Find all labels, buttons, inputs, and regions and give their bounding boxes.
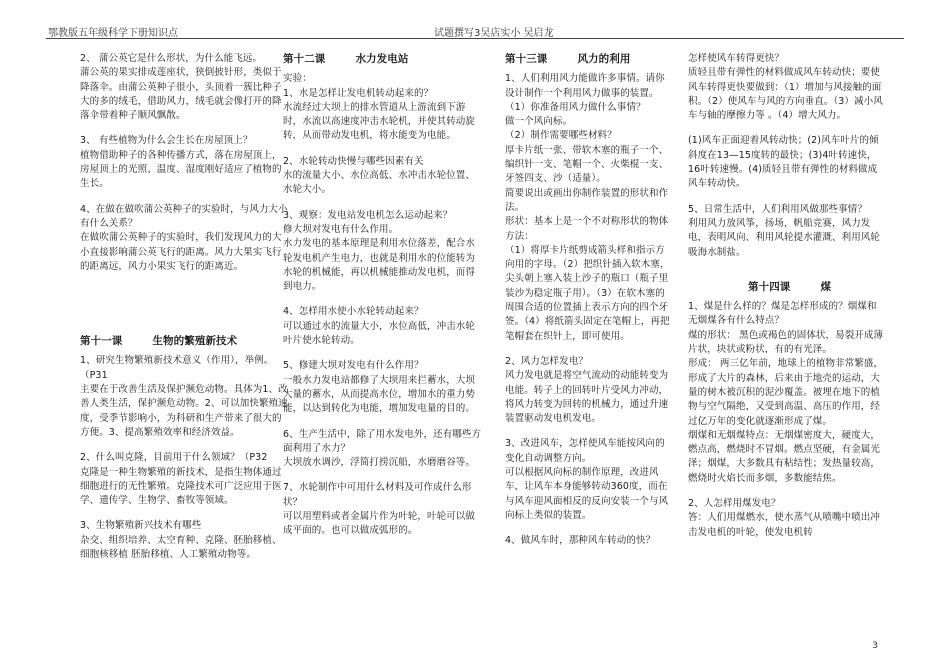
paragraph: 6、生产生活中，除了用水发电外，还有哪些方面利用了水力？ 大坝放水调沙，浮简打捞沉船，水磨磨谷等。 <box>283 428 482 469</box>
paragraph: 3、生物繁殖新兴技术有哪些 杂交、组织培养、太空育种、克隆、胚胎移植、细胞核移植 胚胎移植、人工繁殖动物等。 <box>80 520 282 561</box>
header-rule <box>46 38 904 39</box>
paragraph: 2、什么叫克隆，目前用于什么领域？（P32 克隆是一种生物繁殖的新技术，是指生物体通过细胞进行的无性繁殖。克隆技术可广泛应用于医学、遗传学、生物学、畜牧等领域。 <box>80 452 282 507</box>
paragraph: 3、 有些植物为什么会生长在房屋顶上？ 植物借助种子的各种传播方式，落在房屋顶上，房屋顶上的光照、温度、湿度刚好适应了植物的生长。 <box>80 135 282 190</box>
lesson-title: 第十四课 煤 <box>748 280 832 293</box>
paragraph: 1、煤是什么样的？煤是怎样形成的？烟煤和无烟煤各有什么特点？ 煤的形状： 黑色或褐色的固体状，易裂开成薄片状，块状或粉状，有的有光泽。 形成： 两三亿年前，地球上的植物非常繁盛，形成了大片的森林，后来由于地壳的运动，大量的树木被沉积的泥沙覆盖。被埋在地下的植物与空气隔绝，又受到高温、高压的作用，经过亿万年的变化就逐渐形成了煤。 烟煤和无烟煤特点：无烟煤密度大，硬度大，燃点高，燃烧时不冒烟。燃点坚硬，有金属光泽；烟煤，大多数具有粘结性；发热量较高，燃烧时火焰长而多烟，多数能结焦。 <box>688 301 884 484</box>
paragraph: 7、水轮制作中可用什么材料及可作成什么形状？ 可以用塑料或者金属片作为叶轮，叶轮可以做成平面的。也可以做成弧形的。 <box>283 482 476 537</box>
paragraph: 1、研究生物繁殖新技术意义（作用），举例。（P31 主要在于改善生活及保护濒危动物。具体为1、改善人类生活，保护濒危动物。2、可以加快繁殖速度，受季节影响小，为科研和生产带来了很大的方便。3、提高繁殖效率和经济效益。 <box>80 355 288 438</box>
paragraph: 3、改进风车，怎样使风车能按风向的变化自动调整方向。 可以根据风向标的制作原理，改进风车，让风车本身能够转动360度，而在与风车迎风面相反的反向安装一个与风向标上类似的装置。 <box>505 438 669 521</box>
paragraph: 2、人怎样用煤发电？ 答：人们用煤燃水，使水蒸气从喷嘴中喷出冲击发电机的叶轮，使发电机转 <box>688 498 881 538</box>
paragraph: 2、水轮转动快慢与哪些因素有关 水的流量大小、水位高低、水冲击水轮位置、水轮大小。 <box>283 155 476 196</box>
lesson-title: 第十一课 生物的繁殖新技术 <box>80 335 238 348</box>
column-2 <box>283 52 483 652</box>
lesson-title: 第十二课 水力发电站 <box>283 53 409 65</box>
page-number: 3 <box>872 641 878 651</box>
paragraph: 5、修建大坝对发电有什么作用？ 一般水力发电站都修了大坝用来拦蓄水，大坝大量的蓄水，从而提高水位，增加水的重力势能，以达到转化为电能，增加发电量的目的。 <box>283 360 476 415</box>
column-1 <box>80 52 288 652</box>
paragraph: 4、在做在做吹蒲公英种子的实验时，与风力大小有什么关系？ 在做吹蒲公英种子的实验时，我们发现风力的大小直接影响蒲公英飞行的距离。风力大果实飞行的距离远，风力小果实飞行的距离近。 <box>80 203 288 272</box>
paragraph: 2、 蒲公英它是什么形状，为什么能飞远。 蒲公英的果实排成莲座状，狭倒披针形，类似于降落伞。由蒲公英种子很小，头顶着一簇比种子大的多的绒毛，借助风力，绒毛就会像打开的降落伞带着种子顺风飘散。 <box>80 53 282 122</box>
paragraph: 4、怎样用水使小水轮转动起来？ 可以通过水的流量大小，水位高低，冲击水轮叶片使水轮转动。 <box>283 306 476 347</box>
header-left-text: 鄂教版五年级科学下册知识点 <box>48 28 178 39</box>
paragraph: 5、日常生活中，人们利用风做那些事情？ 利用风力放风筝，扬场，帆船竞赛，风力发电，表明风向、利用风轮提水灌溉、利用风轮吸海水制盐。 <box>688 203 881 258</box>
lesson-title: 第十三课 风力的利用 <box>505 53 631 65</box>
paragraph: 1、人们利用风力能做许多事情。请你设计制作一个利用风力做事的装置。 （1）你准备用风力做什么事情？ 做一个风向标。 （2）制作需要哪些材料？ 厚卡片纸一张、带软木塞的瓶子一个、编织针一支、笔帽一个、火柴棍一支、牙签四支、沙（适量）。 简要说出或画出你制作装置的形状和作法。 形状：基本上是一个不对称形状的物体方法： （1）将厚卡片纸剪成箭头样和指示方向用的字母。（2）把织针插入软木塞，尖头朝上塞入装上沙子的瓶口（瓶子里装沙为稳定瓶子用）。（3）在软木塞的周围合适的位置插上表示方向的四个牙签。（4）将纸箭头固定在笔帽上，再把笔帽套在织针上，即可使用。 <box>505 73 670 342</box>
header-center-text: 试题撰写3吴店实小 吴启龙 <box>434 28 554 39</box>
paragraph: 3、观察：发电站发电机怎么运动起来？ 修大坝对发电有什么作用。 水力发电的基本原理是利用水位落差，配合水轮发电机产生电力，也就是利用水的位能转为水轮的机械能，再以机械能推动发电机，而得到电力。 <box>283 209 476 293</box>
column-4 <box>688 52 884 652</box>
paragraph: 实验： 1、水是怎样让发电机转动起来的？ 水流经过大坝上的排水管道从上游流到下游时，水流以高速度冲击水轮机，并使其转动旋转，从而带动发电机，将水能变为电能。 <box>283 73 476 142</box>
paragraph: 怎样使风车转得更快？ 质轻且带有弹性的材料做成风车转动快；要使风车转得更快要做到：（1）增加与风接触的面积。（2）使风车与风的方向垂直。（3）减小风车与轴的摩擦力等 。（4）增大风力。 <box>688 53 883 122</box>
paragraph: (1)风车正面迎着风转动快；(2)风车叶片的倾斜度在13—15度转的最快；(3)4叶转速快，16叶转速慢。(4)质轻且带有弹性的材料做成风车转动快。 <box>688 135 879 190</box>
paragraph: 4、做风车时，那种风车转动的快？ <box>505 535 656 547</box>
column-3 <box>505 52 673 652</box>
paragraph: 2、风力怎样发电？ 风力发电就是将空气流动的动能转变为电能。转子上的回转叶片受风力冲动，将风力转变为回转的机械力，通过升速装置驱动发电机发电。 <box>505 355 669 425</box>
